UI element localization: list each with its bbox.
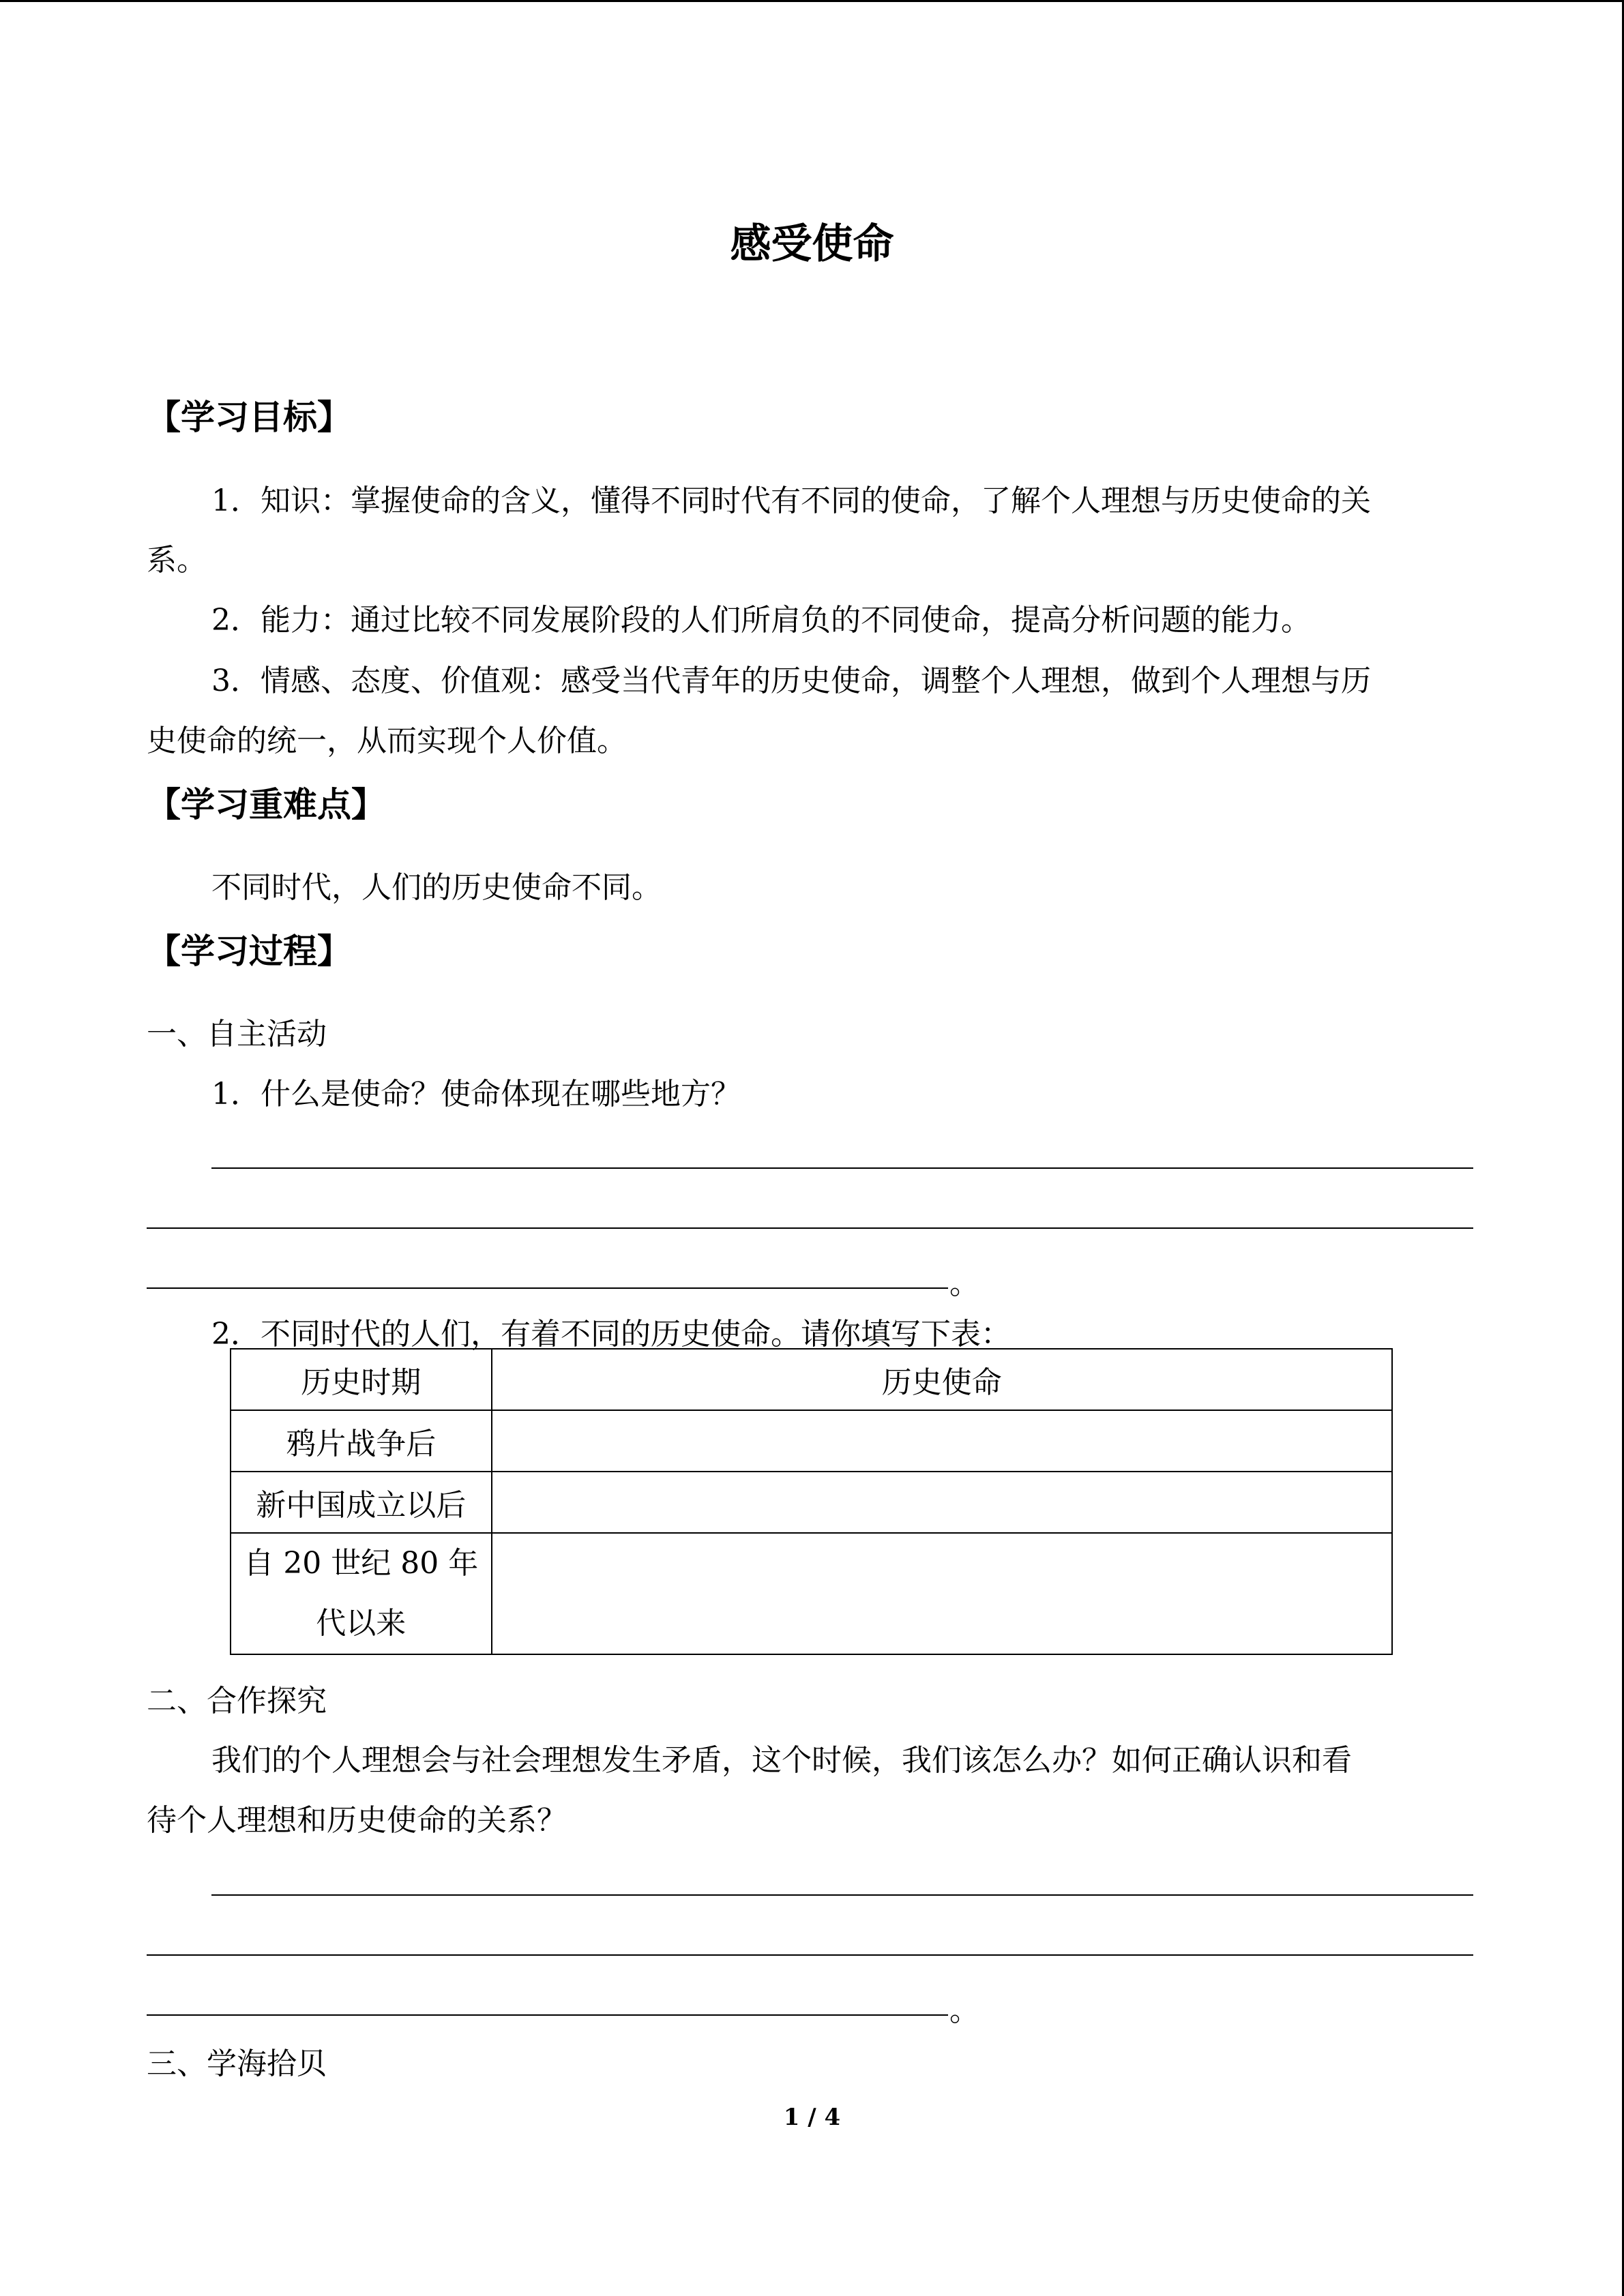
objective-1-line2: 系。 [147,543,207,578]
objective-3-line2: 史使命的统一，从而实现个人价值。 [147,724,627,758]
period-cell [231,1533,492,1654]
period-cell: 鸦片战争后 [231,1410,492,1472]
answer-period: 。 [949,1993,979,2028]
heading-key-points: 【学习重难点】 [147,785,385,824]
answer-line[interactable] [147,1954,1473,1956]
key-points-text: 不同时代，人们的历史使命不同。 [211,870,662,905]
answer-period: 。 [949,1266,979,1301]
objective-2: 2．能力：通过比较不同发展阶段的人们所肩负的不同使命，提高分析问题的能力。 [211,603,1311,638]
part2-line1: 我们的个人理想会与社会理想发生矛盾，这个时候，我们该怎么办？如何正确认识和看 [211,1743,1352,1778]
heading-process: 【学习过程】 [147,931,351,971]
part3-title: 三、学海拾贝 [147,2046,327,2081]
table-header-period: 历史时期 [231,1349,492,1410]
table-header-mission: 历史使命 [492,1349,1392,1410]
table-row [231,1533,1392,1654]
heading-objectives: 【学习目标】 [147,398,351,437]
period-cell-line2: 代以来 [316,1606,407,1641]
answer-line[interactable] [147,1287,948,1289]
question-1: 1．什么是使命？使命体现在哪些地方？ [211,1077,741,1112]
page-number: 1 / 4 [783,2104,841,2131]
table-row [231,1410,1392,1472]
answer-line[interactable] [211,1167,1473,1169]
answer-line[interactable] [147,1227,1473,1229]
period-cell: 新中国成立以后 [231,1472,492,1533]
page-title: 感受使命 [730,220,894,268]
table-header-row [231,1349,1392,1410]
period-cell-line1: 自 20 世纪 80 年 [243,1546,479,1581]
part2-title: 二、合作探究 [147,1684,327,1718]
part1-title: 一、自主活动 [147,1017,327,1052]
objective-1-line1: 1．知识：掌握使命的含义，懂得不同时代有不同的使命，了解个人理想与历史使命的关 [211,483,1371,518]
mission-cell[interactable] [492,1472,1392,1533]
answer-line[interactable] [211,1894,1473,1896]
mission-cell[interactable] [492,1533,1392,1654]
mission-cell[interactable] [492,1410,1392,1472]
question-2: 2．不同时代的人们，有着不同的历史使命。请你填写下表： [211,1317,1011,1352]
part2-line2: 待个人理想和历史使命的关系？ [147,1803,567,1838]
answer-line[interactable] [147,2014,948,2016]
table-row [231,1472,1392,1533]
objective-3-line1: 3．情感、态度、价值观：感受当代青年的历史使命，调整个人理想，做到个人理想与历 [211,664,1371,698]
history-mission-table [230,1348,1393,1655]
